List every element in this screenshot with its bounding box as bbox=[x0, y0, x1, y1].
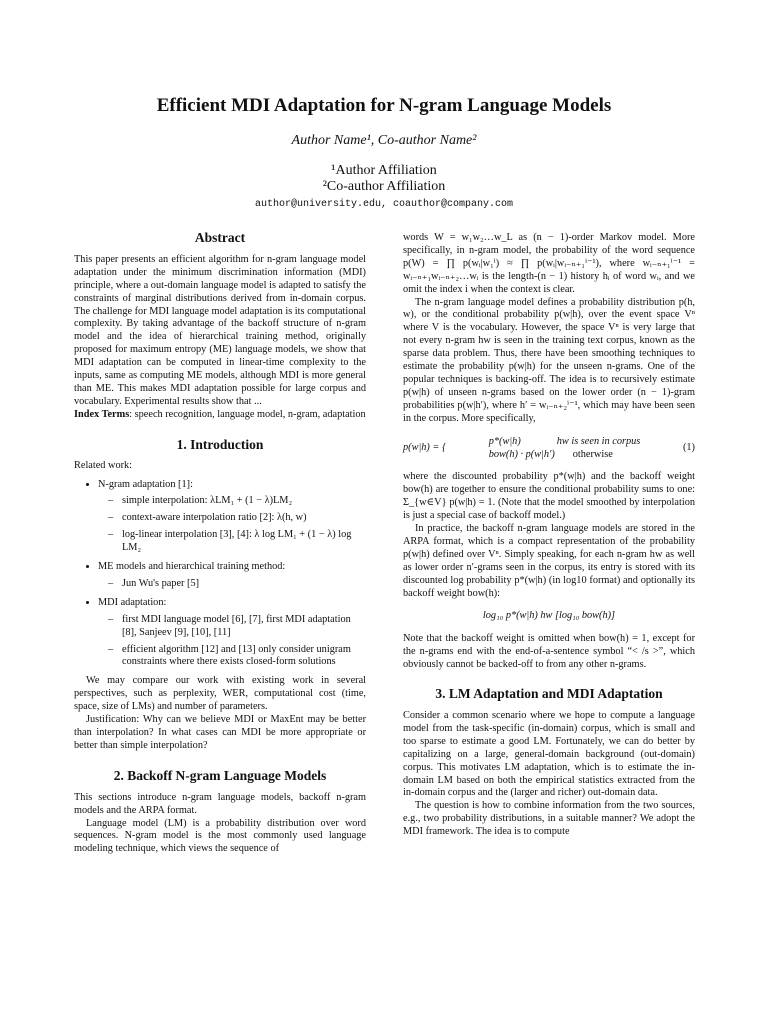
section2-paragraph: In practice, the backoff n-gram language models are stored in the ARPA format, which is a compact representation of the probability p(w|h) defined over Vⁿ. Simply speaking, for each n-gram hw as well as lower order n′-grams seen in the corpus, its entry is stored with its discounted log probability p*(w|h) (in log10 format) and optionally its backoff weight bow(h): bbox=[403, 523, 695, 599]
left-column bbox=[74, 232, 366, 856]
sub-list bbox=[98, 495, 366, 555]
index-terms-text: : speech recognition, language model, n-gram, adaptation bbox=[129, 408, 366, 420]
section2-paragraph: Note that the backoff weight is omitted when bow(h) = 1, except for the n-grams end with the end-of-a-sentence symbol “< /s >”, which obviously cannot be backed-off to from any other n-grams. bbox=[403, 633, 695, 671]
equation-case bbox=[489, 436, 641, 449]
case-condition: otherwise bbox=[572, 448, 613, 460]
sub-list bbox=[98, 578, 366, 591]
list-item bbox=[98, 597, 366, 670]
section3-paragraph: The question is how to combine information from the two sources, e.g., two probability distributions, in a suitable manner? We adopt the MDI framework. The idea is to compute bbox=[403, 800, 695, 838]
index-terms-label: Index Terms bbox=[74, 408, 130, 420]
sub-list bbox=[98, 614, 366, 670]
right-column bbox=[403, 232, 695, 839]
case-expression: bow(h) · p(w|h′) bbox=[488, 448, 555, 460]
affiliation-2: ²Co-author Affiliation bbox=[322, 179, 446, 194]
equation-1 bbox=[403, 436, 695, 462]
related-work-label: Related work: bbox=[74, 459, 133, 471]
equation-cases bbox=[489, 436, 641, 462]
equation-number: (1) bbox=[682, 442, 695, 454]
list-item: – Jun Wu's paper [5] bbox=[122, 578, 366, 591]
list-item: – simple interpolation: λLM₁ + (1 − λ)LM₂ bbox=[122, 495, 366, 508]
related-work-list bbox=[74, 479, 366, 670]
list-item: – first MDI language model [6], [7], first MDI adaptation [8], Sanjeev [9], [10], [11] bbox=[122, 614, 366, 640]
section2-paragraph: The n-gram language model defines a probability distribution p(h, w), or the conditional probability p(w|h), over the event space Vⁿ where V is the vocabulary. However, the space Vⁿ is very large that not every n-gram hw is seen in the training text corpus, known as the sparse data problem. Thus, there have been smoothing techniques to estimate the probability p(w|h) for the unseen n-grams. One of the popular techniques is backing-off. The idea is to recursively estimate p(w|h) of unseen n-grams based on the lower order (n − 1)-gram probabilities p(w|h′), where h′ = wᵢ₋ₙ₊₂ⁱ⁻¹, which may have been seen in the corpus. More specifically, bbox=[403, 296, 695, 424]
intro-heading: 1. Introduction bbox=[176, 436, 264, 452]
equation-arpa-entry: log₁₀ p*(w|h) hw [log₁₀ bow(h)] bbox=[482, 610, 616, 622]
abstract-heading: Abstract bbox=[194, 230, 246, 245]
author-emails: author@university.edu, coauthor@company.com bbox=[254, 199, 514, 210]
section2-paragraph: Language model (LM) is a probability distribution over word sequences. N-gram model is the most commonly used language modeling technique, which views the sequence of bbox=[74, 817, 366, 855]
bullet-text: N-gram adaptation [1]: bbox=[98, 478, 193, 490]
affiliation-1: ¹Author Affiliation bbox=[331, 163, 437, 178]
list-item: – context-aware interpolation ratio [2]: λ(h, w) bbox=[122, 512, 366, 525]
section2-heading: 2. Backoff N-gram Language Models bbox=[113, 767, 327, 783]
list-item bbox=[98, 561, 366, 591]
case-expression: p*(w|h) bbox=[488, 435, 521, 447]
equation-case bbox=[489, 449, 641, 462]
section3-heading: 3. LM Adaptation and MDI Adaptation bbox=[435, 686, 663, 702]
bullet-text: ME models and hierarchical training method: bbox=[98, 561, 286, 573]
intro-paragraph: We may compare our work with existing work in several perspectives, such as perplexity, WER, computational cost (time, space, size of LMs) and number of parameters. bbox=[74, 675, 366, 713]
index-terms bbox=[74, 409, 366, 422]
author-names: Author Name¹, Co-author Name² bbox=[291, 133, 477, 148]
section3-paragraph: Consider a common scenario where we hope to compute a language model from the task-specific (in-domain) corpus, which is small and too sparse to estimate a good LM. Fortunately, we can do better by capitalizing on a large, general-domain background (out-domain) corpus. This motivates LM adaptation, which is to estimate the in-domain LM based on both the empirical statistics extracted from the in-domain corpus and the (larger and richer) out-domain data. bbox=[403, 710, 695, 799]
intro-paragraph: Justification: Why can we believe MDI or MaxEnt may be better than interpolation? In what cases can MDI be more appropriate or better than simple interpolation? bbox=[74, 714, 366, 751]
list-item: – efficient algorithm [12] and [13] only consider unigram constraints where there exists closed-form solutions bbox=[122, 644, 366, 670]
list-item: – log-linear interpolation [3], [4]: λ log LM₁ + (1 − λ) log LM₂ bbox=[122, 529, 366, 555]
section2-paragraph: words W = w₁w₂…w_L as (n − 1)-order Markov model. More specifically, in n-gram model, the probability of the word sequence p(W) = ∏ p(wᵢ|w₁ⁱ) ≈ ∏ p(wᵢ|wᵢ₋ₙ₊₁ⁱ⁻¹), where wᵢ₋ₙ₊₁ⁱ⁻¹ = wᵢ₋ₙ₊₁wᵢ₋ₙ₊₂…wᵢ is the length-(n − 1) history hᵢ of word wᵢ, and we omit the index i when the context is clear. bbox=[403, 232, 695, 295]
section2-paragraph: where the discounted probability p*(w|h) and the backoff weight bow(h) are together to ensure the conditional probability sums to one: Σ_{w∈V} p(w|h) = 1. (Note that the model smoothed by interpolation is just a special case of backoff model.) bbox=[403, 471, 695, 522]
abstract-text: This paper presents an efficient algorithm for n-gram language model adaptation under the minimum discrimination information (MDI) principle, where a out-domain language model is adapted to satisfy the constraints of marginal distributions derived from in-domain corpus. The challenge for MDI language model adaptation is its computational complexity. By taking advantage of the backoff structure of n-gram model and the idea of hierarchical training method, originally proposed for maximum entropy (ME) language models, we show that MDI adaptation can be computed in linear-time complexity to the inputs, same as computing ME models, although MDI is more general than ME. This makes MDI adaptation possible for large corpus and vocabulary. Experimental results show that ... bbox=[74, 253, 366, 407]
list-item bbox=[98, 479, 366, 556]
paper-title: Efficient MDI Adaptation for N-gram Language Models bbox=[156, 95, 612, 116]
case-condition: hw is seen in corpus bbox=[556, 435, 641, 447]
section2-paragraph: This sections introduce n-gram language models, backoff n-gram models and the ARPA format. bbox=[74, 791, 366, 816]
bullet-text: MDI adaptation: bbox=[98, 596, 167, 608]
equation-lhs: p(w|h) = { bbox=[403, 442, 447, 454]
